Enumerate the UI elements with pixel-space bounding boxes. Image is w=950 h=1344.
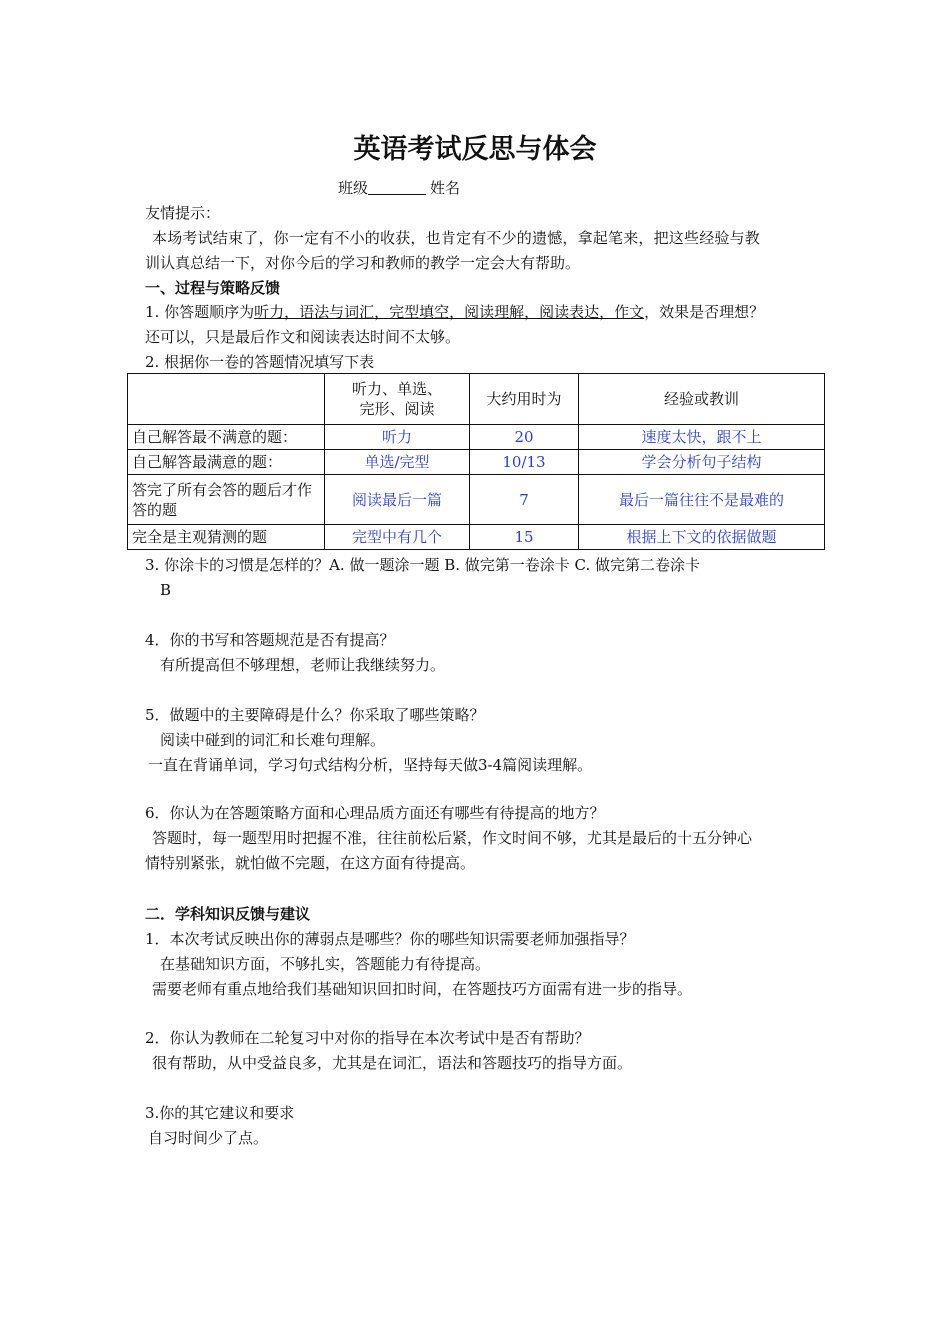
s1-q4-answer: 有所提高但不够理想，老师让我继续努力。 — [160, 656, 446, 674]
s1-q3: 3. 你涂卡的习惯是怎样的？A. 做一题涂一题 B. 做完第一卷涂卡 C. 做完第二卷涂卡 — [145, 556, 701, 574]
s1-q2: 2. 根据你一卷的答题情况填写下表 — [145, 353, 375, 371]
table-row — [128, 525, 825, 550]
s2-q1-answer-1: 在基础知识方面，不够扎实，答题能力有待提高。 — [160, 955, 491, 973]
s1-q1 — [145, 302, 764, 322]
table-row-lesson: 最后一篇往往不是最难的 — [579, 475, 825, 525]
s1-q3-answer: B — [160, 581, 172, 599]
class-name-line — [338, 178, 460, 198]
table-row-time: 20 — [470, 425, 579, 450]
s1-q1-answer: 听力，语法与词汇，完型填空，阅读理解，阅读表达，作文 — [254, 303, 645, 321]
class-blank — [368, 179, 426, 195]
s2-q1-answer-2: 需要老师有重点地给我们基础知识回扣时间，在答题技巧方面需有进一步的指导。 — [152, 980, 693, 998]
table-row-label: 完全是主观猜测的题 — [128, 525, 325, 550]
table-row-part: 单选/完型 — [325, 450, 470, 475]
section1-heading: 一、过程与策略反馈 — [145, 279, 281, 297]
table-header-time: 大约用时为 — [470, 374, 579, 425]
table-row-label: 自己解答最满意的题： — [128, 450, 325, 475]
page-title: 英语考试反思与体会 — [353, 134, 597, 165]
table-row-part: 听力 — [325, 425, 470, 450]
table-row-time: 7 — [470, 475, 579, 525]
table-header-row — [128, 374, 825, 425]
tip-heading: 友情提示： — [145, 204, 221, 222]
table-row — [128, 450, 825, 475]
s1-q5-answer-1: 阅读中碰到的词汇和长难句理解。 — [160, 731, 386, 749]
table-row-part: 完型中有几个 — [325, 525, 470, 550]
s1-q5: 5．做题中的主要障碍是什么？你采取了哪些策略？ — [145, 706, 485, 724]
table-row — [128, 475, 825, 525]
table-row-label: 自己解答最不满意的题： — [128, 425, 325, 450]
table-header-lesson: 经验或教训 — [579, 374, 825, 425]
name-label: 姓名 — [430, 179, 461, 197]
s1-q6: 6．你认为在答题策略方面和心理品质方面还有哪些有待提高的地方？ — [145, 804, 605, 822]
s1-q6-answer-1: 答题时，每一题型用时把握不准，往往前松后紧，作文时间不够，尤其是最后的十五分钟心 — [152, 829, 753, 847]
s1-q1-prefix: 1. 你答题顺序为 — [145, 303, 255, 321]
table-row-label: 答完了所有会答的题后才作答的题 — [128, 475, 325, 525]
s1-q1-suffix: ，效果是否理想？ — [644, 303, 765, 321]
table-row — [128, 425, 825, 450]
feedback-table — [127, 373, 825, 550]
table-row-lesson: 速度太快，跟不上 — [579, 425, 825, 450]
s2-q2: 2．你认为教师在二轮复习中对你的指导在本次考试中是否有帮助？ — [145, 1029, 590, 1047]
table-header-blank — [128, 374, 325, 425]
s2-q3: 3.你的其它建议和要求 — [145, 1104, 295, 1122]
s2-q1: 1．本次考试反映出你的薄弱点是哪些？你的哪些知识需要老师加强指导？ — [145, 930, 635, 948]
class-label: 班级 — [338, 179, 369, 197]
table-row-part: 阅读最后一篇 — [325, 475, 470, 525]
table-row-lesson: 学会分析句子结构 — [579, 450, 825, 475]
s1-q5-answer-2: 一直在背诵单词，学习句式结构分析，坚持每天做3-4篇阅读理解。 — [148, 756, 593, 774]
s1-q6-answer-2: 情特别紧张，就怕做不完题，在这方面有待提高。 — [145, 854, 476, 872]
s1-q1-reply: 还可以，只是最后作文和阅读表达时间不太够。 — [145, 328, 461, 346]
table-row-lesson: 根据上下文的依据做题 — [579, 525, 825, 550]
s2-q3-answer: 自习时间少了点。 — [148, 1129, 269, 1147]
tip-line-1: 本场考试结束了，你一定有不小的收获，也肯定有不少的遗憾，拿起笔来，把这些经验与教 — [152, 229, 761, 247]
table-row-time: 15 — [470, 525, 579, 550]
table-row-time: 10/13 — [470, 450, 579, 475]
table-header-part: 听力、单选、 完形、阅读 — [325, 374, 470, 425]
tip-line-2: 训认真总结一下，对你今后的学习和教师的教学一定会大有帮助。 — [145, 254, 581, 272]
section2-heading: 二．学科知识反馈与建议 — [145, 905, 311, 923]
s2-q2-answer: 很有帮助，从中受益良多，尤其是在词汇，语法和答题技巧的指导方面。 — [152, 1054, 633, 1072]
s1-q4: 4．你的书写和答题规范是否有提高？ — [145, 631, 395, 649]
